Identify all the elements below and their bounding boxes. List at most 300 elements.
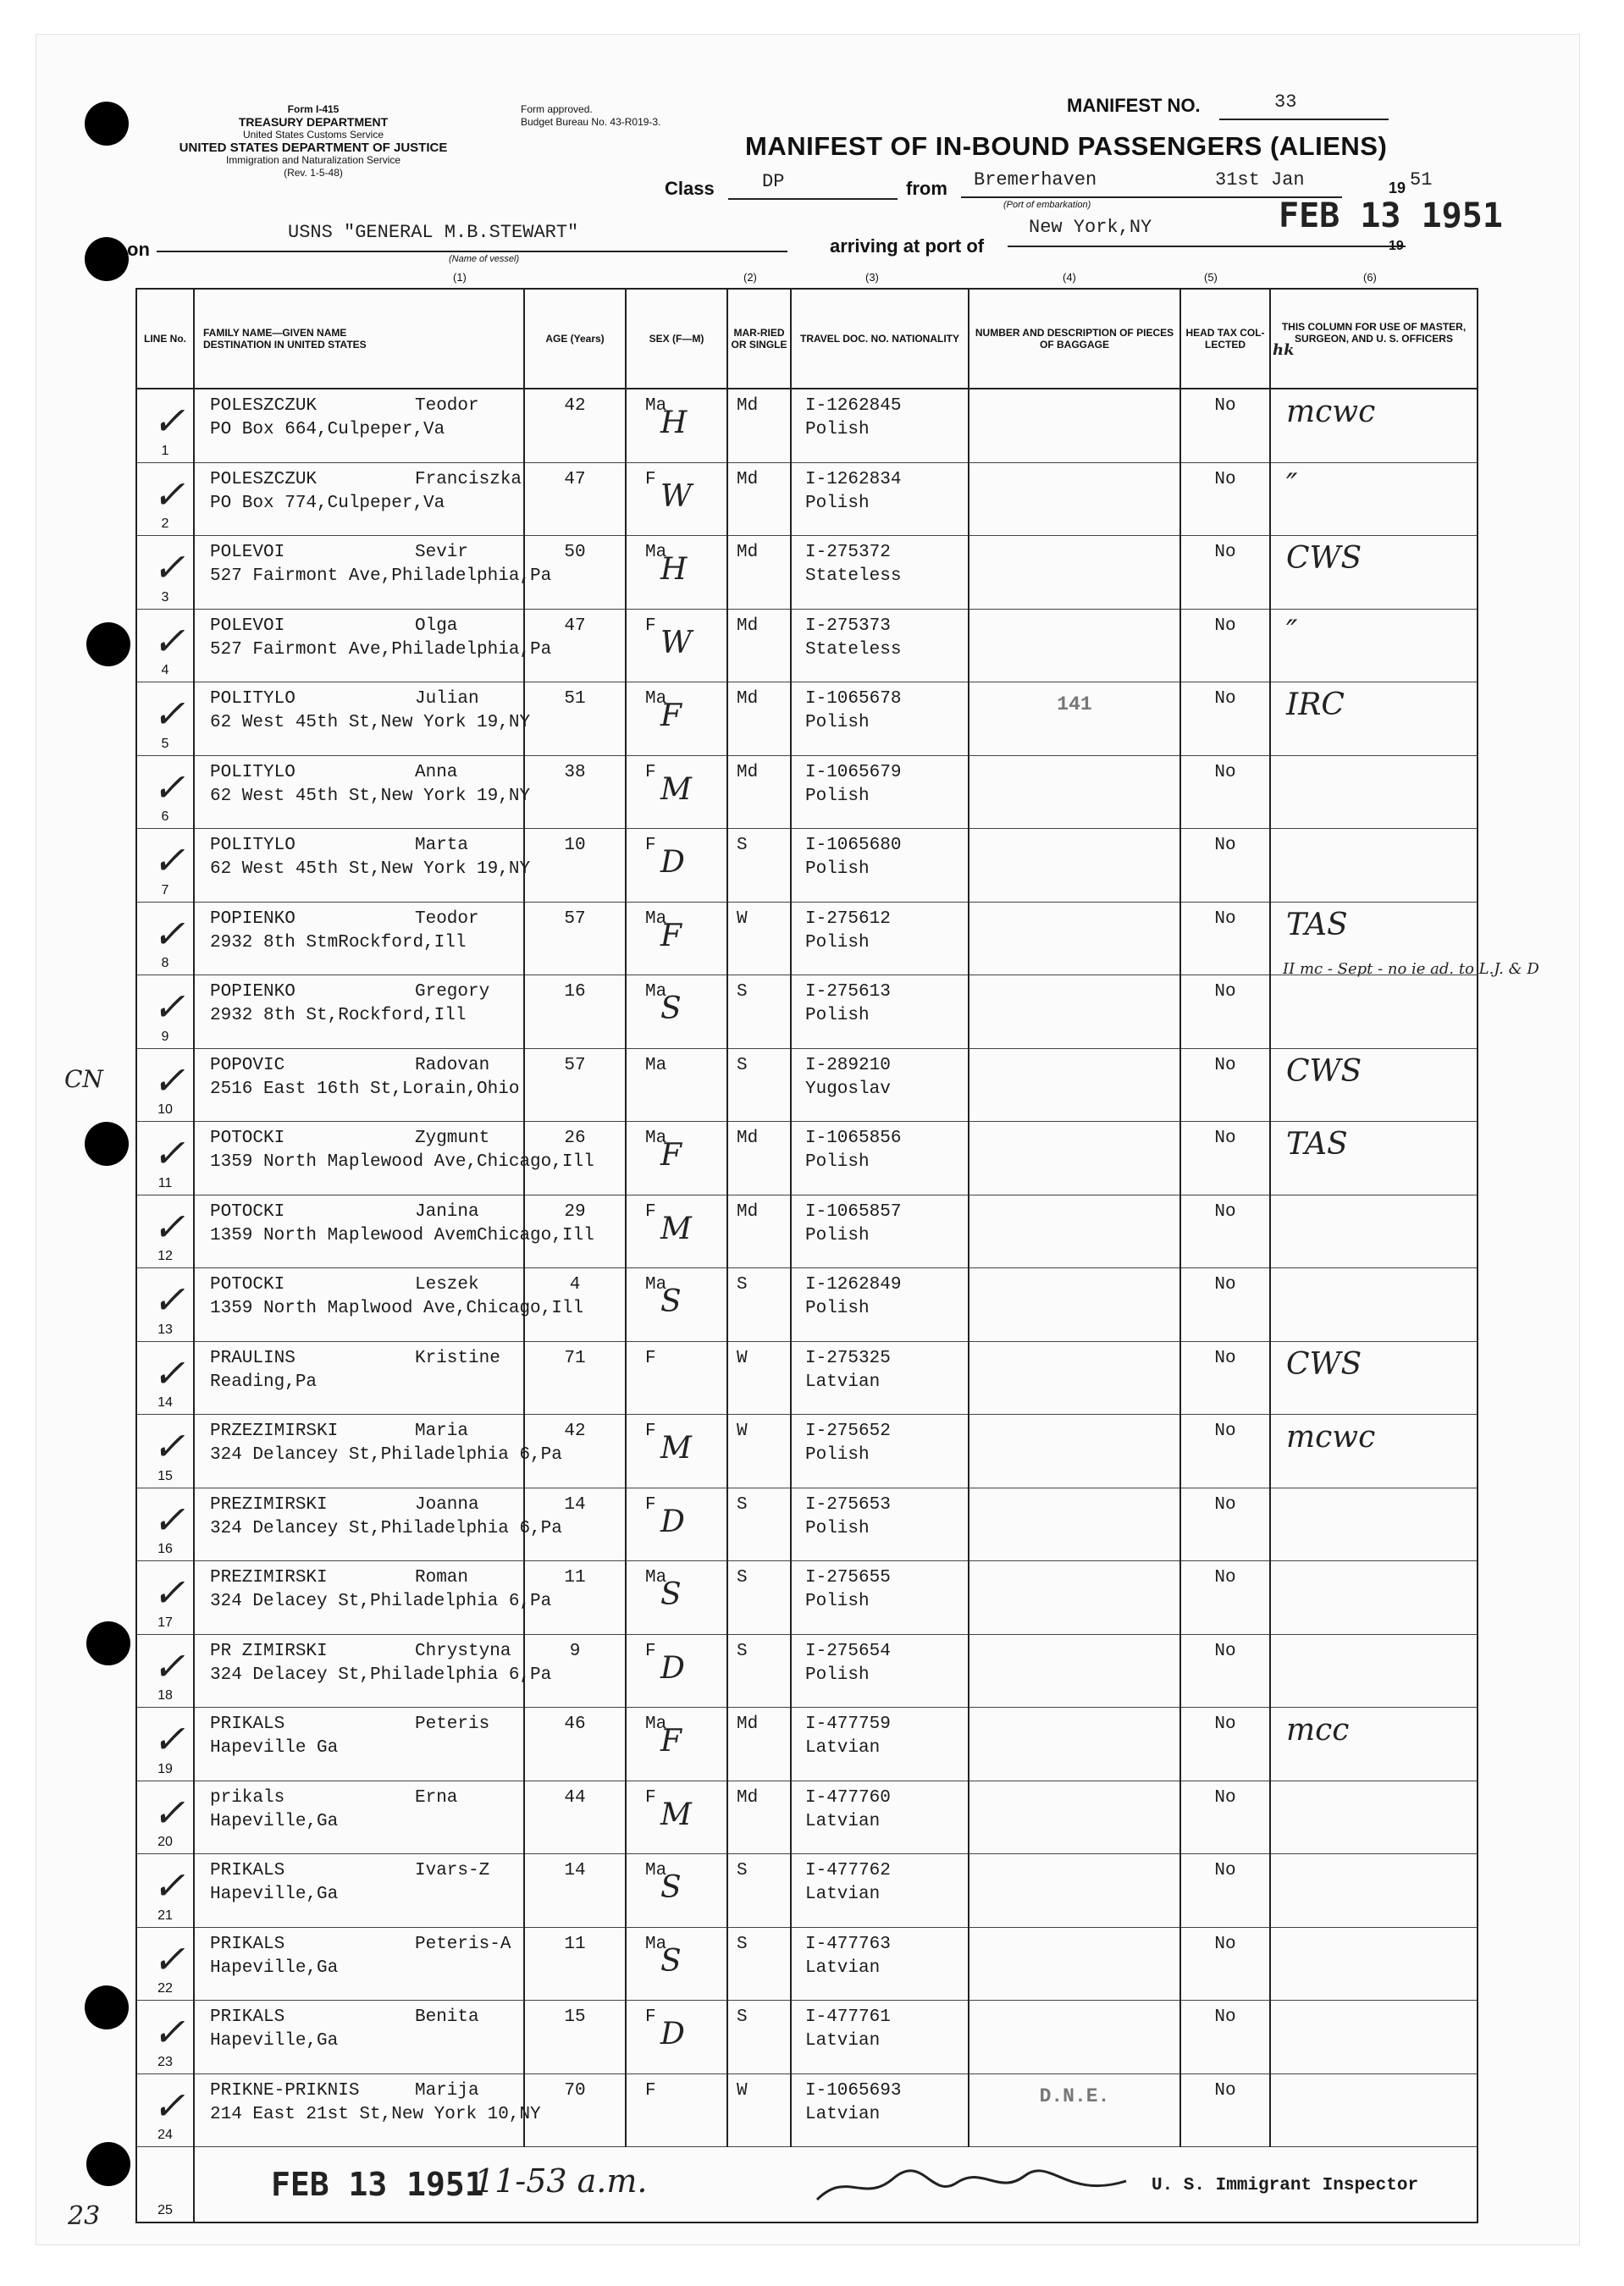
line-number: 18 xyxy=(157,1688,173,1703)
age: 4 xyxy=(569,1275,581,1295)
family-name: POLITYLO xyxy=(210,689,296,709)
table-row xyxy=(136,1708,1478,1781)
table-row xyxy=(136,1488,1478,1561)
approved-text: Form approved. xyxy=(521,103,593,115)
sex: F xyxy=(645,1787,656,1808)
doc-cell xyxy=(791,1341,969,1415)
baggage: D.N.E. xyxy=(1039,2084,1110,2107)
age: 57 xyxy=(564,908,586,929)
married-cell xyxy=(727,1634,791,1708)
checkmark-icon: ✓ xyxy=(152,2009,185,2055)
given-name: Chrystyna xyxy=(415,1641,511,1661)
doc-cell xyxy=(791,1634,969,1708)
relation-mark: H xyxy=(660,406,688,440)
baggage-cell xyxy=(969,1561,1180,1635)
line-cell xyxy=(136,1195,194,1268)
travel-doc-no: I-1262834 xyxy=(805,469,902,489)
sex: Ma xyxy=(645,1934,667,1954)
officers-cell xyxy=(1270,1341,1478,1415)
given-name: Marija xyxy=(415,2080,479,2101)
age: 10 xyxy=(564,836,586,855)
baggage-cell xyxy=(969,1268,1180,1342)
officers-cell xyxy=(1270,755,1478,829)
married-cell xyxy=(727,1122,791,1195)
destination: Hapeville,Ga xyxy=(210,2031,339,2051)
officer-note: TAS xyxy=(1286,1127,1348,1162)
sex-cell xyxy=(626,389,727,462)
officers-cell xyxy=(1270,1415,1478,1488)
sex-cell xyxy=(626,1854,727,1928)
checkmark-icon: ✓ xyxy=(152,1130,185,1176)
doc-cell xyxy=(791,1781,969,1854)
destination: 1359 North Maplwood Ave,Chicago,Ill xyxy=(210,1299,584,1318)
sex-cell xyxy=(626,1122,727,1195)
officer-note: mcwc xyxy=(1286,1420,1376,1455)
marital-status: S xyxy=(737,1568,748,1588)
given-name: Teodor xyxy=(415,396,479,416)
family-name: POLEVOI xyxy=(210,616,285,636)
baggage-cell xyxy=(969,1708,1180,1781)
officers-header-text: THIS COLUMN FOR USE OF MASTER, SURGEON, AND U. S. OFFICERS xyxy=(1281,321,1467,345)
sex-cell xyxy=(626,829,727,903)
margin-note-row9: II mc - Sept - no ie ad. to L.J. & D xyxy=(1283,960,1539,978)
married-cell xyxy=(727,536,791,610)
name-cell xyxy=(194,975,524,1049)
travel-doc-no: I-1065857 xyxy=(805,1201,902,1222)
age-cell xyxy=(524,536,626,610)
age: 51 xyxy=(564,689,586,709)
sex-cell xyxy=(626,1268,727,1342)
baggage xyxy=(969,1415,1179,1425)
married-cell xyxy=(727,829,791,903)
checkmark-icon: ✓ xyxy=(152,1789,185,1836)
travel-doc-no: I-275655 xyxy=(805,1568,891,1588)
name-cell xyxy=(194,1415,562,1488)
baggage-cell xyxy=(969,1634,1180,1708)
table-row xyxy=(136,1268,1478,1342)
line-number: 20 xyxy=(157,1835,173,1849)
sex: Ma xyxy=(645,1568,667,1588)
baggage-cell xyxy=(969,1781,1180,1854)
travel-doc-no: I-275654 xyxy=(805,1641,891,1661)
age-cell xyxy=(524,1854,626,1928)
given-name: Ivars-Z xyxy=(415,1861,490,1880)
travel-doc-no: I-275612 xyxy=(805,908,891,929)
punch-hole xyxy=(85,237,129,281)
headtax-cell xyxy=(1180,1048,1270,1122)
relation-mark: S xyxy=(660,1943,682,1979)
col-num-3: (3) xyxy=(865,271,879,284)
sex-cell xyxy=(626,2073,727,2147)
footer-time: 11-53 a.m. xyxy=(474,2162,648,2200)
head-tax: No xyxy=(1214,982,1236,1002)
baggage-cell xyxy=(969,609,1180,682)
given-name: Franciszka xyxy=(415,469,522,489)
age: 14 xyxy=(564,1861,586,1880)
col-num-1: (1) xyxy=(453,271,467,284)
doc-cell xyxy=(791,462,969,536)
footer-cell xyxy=(194,2147,1478,2223)
line-cell xyxy=(136,1341,194,1415)
travel-doc-no: I-275653 xyxy=(805,1494,891,1515)
line-cell xyxy=(136,755,194,829)
family-name: PREZIMIRSKI xyxy=(210,1568,328,1588)
sex-cell xyxy=(626,682,727,756)
line-cell xyxy=(136,902,194,975)
manifest-no-rule xyxy=(1219,119,1389,120)
sex: F xyxy=(645,836,656,855)
family-name: POTOCKI xyxy=(210,1275,285,1295)
officers-cell xyxy=(1270,1195,1478,1268)
sex: Ma xyxy=(645,1275,667,1295)
age-cell xyxy=(524,1048,626,1122)
baggage-cell xyxy=(969,1415,1180,1488)
headtax-cell xyxy=(1180,975,1270,1049)
given-name: Benita xyxy=(415,2007,479,2027)
officer-note: IRC xyxy=(1286,687,1345,722)
checkmark-icon: ✓ xyxy=(152,837,185,883)
relation-mark: S xyxy=(660,991,682,1026)
table-row xyxy=(136,755,1478,829)
doc-cell xyxy=(791,1488,969,1561)
name-cell xyxy=(194,829,531,903)
sex: Ma xyxy=(645,689,667,709)
nationality: Polish xyxy=(805,1299,870,1318)
given-name: Anna xyxy=(415,762,458,782)
officer-note xyxy=(1271,829,1477,834)
head-tax: No xyxy=(1214,1129,1236,1148)
from-value: Bremerhaven xyxy=(974,169,1097,190)
married-cell xyxy=(727,389,791,462)
head-tax: No xyxy=(1214,1641,1236,1661)
footer-row xyxy=(136,2147,1478,2223)
headtax-cell xyxy=(1180,902,1270,975)
doc-cell xyxy=(791,1927,969,2001)
headtax-cell xyxy=(1180,1195,1270,1268)
name-cell xyxy=(194,1488,562,1561)
arriving-rule xyxy=(1008,246,1406,247)
col-headtax: HEAD TAX COL-LECTED xyxy=(1180,289,1270,389)
line-number: 14 xyxy=(157,1395,173,1410)
marital-status: S xyxy=(737,836,748,855)
officer-note: ″ xyxy=(1286,614,1298,649)
on-label: on xyxy=(127,239,150,260)
nationality: Latvian xyxy=(805,1372,881,1392)
officer-note xyxy=(1271,1781,1477,1786)
table-row xyxy=(136,462,1478,536)
punch-hole xyxy=(86,1621,130,1665)
sex: Ma xyxy=(645,1861,667,1880)
checkmark-icon: ✓ xyxy=(152,544,185,590)
baggage-cell xyxy=(969,1927,1180,2001)
punch-hole xyxy=(85,102,129,146)
col-age: AGE (Years) xyxy=(524,289,626,389)
marital-status: Md xyxy=(737,1787,759,1808)
marital-status: W xyxy=(737,908,748,929)
nationality: Polish xyxy=(805,1665,870,1685)
baggage xyxy=(969,1781,1179,1792)
given-name: Roman xyxy=(415,1568,469,1588)
baggage-cell xyxy=(969,1854,1180,1928)
head-tax: No xyxy=(1214,2007,1236,2027)
relation-mark: S xyxy=(660,1284,682,1319)
sex-cell xyxy=(626,975,727,1049)
name-cell xyxy=(194,609,552,682)
line-number: 2 xyxy=(161,516,169,531)
baggage xyxy=(969,1122,1179,1132)
travel-doc-no: I-275613 xyxy=(805,982,891,1002)
given-name: Peteris-A xyxy=(415,1934,511,1954)
port-embarkation-caption: (Port of embarkation) xyxy=(1003,200,1091,210)
table-row xyxy=(136,1927,1478,2001)
officers-cell xyxy=(1270,1781,1478,1854)
baggage xyxy=(969,756,1179,766)
baggage xyxy=(969,463,1179,473)
baggage-cell xyxy=(969,1048,1180,1122)
nationality: Latvian xyxy=(805,2031,881,2051)
checkmark-icon: ✓ xyxy=(152,2082,185,2129)
line-number: 22 xyxy=(157,1981,173,1996)
head-tax: No xyxy=(1214,1275,1236,1295)
relation-mark: M xyxy=(660,1431,692,1466)
given-name: Joanna xyxy=(415,1494,479,1515)
age: 11 xyxy=(564,1568,586,1588)
nationality: Polish xyxy=(805,1225,870,1245)
doc-cell xyxy=(791,1195,969,1268)
relation-mark: M xyxy=(660,1211,692,1246)
line-cell xyxy=(136,1561,194,1635)
headtax-cell xyxy=(1180,2073,1270,2147)
year-value: 51 xyxy=(1410,169,1433,190)
baggage: 141 xyxy=(1057,693,1092,715)
col-num-2: (2) xyxy=(743,271,757,284)
head-tax: No xyxy=(1214,1934,1236,1954)
signature-scribble xyxy=(813,2166,1135,2208)
relation-mark: M xyxy=(660,771,692,807)
baggage xyxy=(969,1342,1179,1352)
class-value: DP xyxy=(762,171,785,192)
relation-mark: S xyxy=(660,1870,682,1905)
form-number: Form I-415 xyxy=(287,103,340,115)
line-cell xyxy=(136,1048,194,1122)
age: 47 xyxy=(564,616,586,636)
sex: Ma xyxy=(645,1129,667,1148)
age-cell xyxy=(524,462,626,536)
officer-note xyxy=(1271,2074,1477,2079)
checkmark-icon: ✓ xyxy=(152,764,185,810)
headtax-cell xyxy=(1180,1854,1270,1928)
travel-doc-no: I-477761 xyxy=(805,2007,891,2027)
doc-cell xyxy=(791,536,969,610)
marital-status: Md xyxy=(737,396,759,416)
sex: Ma xyxy=(645,908,667,929)
sex: F xyxy=(645,1201,656,1222)
arrival-date-stamp: FEB 13 1951 xyxy=(1279,196,1503,235)
table-row xyxy=(136,1854,1478,1928)
sex: F xyxy=(645,1422,656,1441)
doc-cell xyxy=(791,609,969,682)
checkmark-icon: ✓ xyxy=(152,1203,185,1250)
baggage-cell xyxy=(969,389,1180,462)
travel-doc-no: I-1262845 xyxy=(805,396,902,416)
checkmark-icon: ✓ xyxy=(152,1057,185,1103)
destination: PO Box 664,Culpeper,Va xyxy=(210,420,445,439)
officer-note xyxy=(1271,2001,1477,2006)
name-cell xyxy=(194,1561,552,1635)
line-number: 13 xyxy=(157,1322,173,1337)
vessel-name: USNS "GENERAL M.B.STEWART" xyxy=(288,222,579,243)
married-cell xyxy=(727,1781,791,1854)
relation-mark: D xyxy=(660,845,685,880)
line-cell xyxy=(136,1708,194,1781)
married-cell xyxy=(727,1927,791,2001)
age: 14 xyxy=(564,1494,586,1515)
class-label: Class xyxy=(665,178,715,199)
nationality: Latvian xyxy=(805,1738,881,1758)
nationality: Polish xyxy=(805,420,870,439)
given-name: Leszek xyxy=(415,1275,479,1295)
family-name: PREZIMIRSKI xyxy=(210,1494,328,1515)
married-cell xyxy=(727,1708,791,1781)
age-cell xyxy=(524,1781,626,1854)
doc-cell xyxy=(791,2073,969,2147)
table-row xyxy=(136,2073,1478,2147)
table-row xyxy=(136,1561,1478,1635)
col-baggage: NUMBER AND DESCRIPTION OF PIECES OF BAGGAGE xyxy=(969,289,1180,389)
marital-status: S xyxy=(737,1934,748,1954)
age-cell xyxy=(524,1927,626,2001)
married-cell xyxy=(727,755,791,829)
travel-doc-no: I-289210 xyxy=(805,1055,891,1075)
sex: F xyxy=(645,616,656,636)
destination: Hapeville,Ga xyxy=(210,1957,339,1978)
year-prefix: 19 xyxy=(1389,179,1406,196)
given-name: Sevir xyxy=(415,543,469,562)
family-name: POLITYLO xyxy=(210,762,296,782)
age-cell xyxy=(524,1488,626,1561)
officers-cell xyxy=(1270,1048,1478,1122)
married-cell xyxy=(727,1854,791,1928)
destination: 527 Fairmont Ave,Philadelphia,Pa xyxy=(210,566,552,586)
family-name: POLESZCZUK xyxy=(210,469,318,489)
passenger-table xyxy=(135,288,1478,2223)
officers-cell xyxy=(1270,975,1478,1049)
arriving-port: New York,NY xyxy=(1029,217,1152,238)
margin-note-23: 23 xyxy=(68,2201,101,2231)
officers-cell xyxy=(1270,462,1478,536)
checkmark-icon: ✓ xyxy=(152,691,185,737)
headtax-cell xyxy=(1180,1488,1270,1561)
margin-note-cn: CN xyxy=(64,1065,103,1093)
travel-doc-no: I-1065678 xyxy=(805,689,902,709)
line-cell xyxy=(136,1634,194,1708)
head-tax: No xyxy=(1214,1787,1236,1808)
line-number: 3 xyxy=(161,589,169,605)
officer-note: CWS xyxy=(1286,1346,1362,1382)
arrival-year-prefix: 19 xyxy=(1389,239,1404,253)
checkmark-icon: ✓ xyxy=(152,1863,185,1908)
line-number: 9 xyxy=(161,1029,169,1044)
officers-cell xyxy=(1270,1854,1478,1928)
age: 29 xyxy=(564,1201,586,1222)
family-name: PRIKALS xyxy=(210,2007,285,2027)
age-cell xyxy=(524,755,626,829)
age: 50 xyxy=(564,543,586,562)
col-doc: TRAVEL DOC. NO. NATIONALITY xyxy=(791,289,969,389)
name-cell xyxy=(194,902,524,975)
line-number: 4 xyxy=(161,663,169,677)
line-cell xyxy=(136,829,194,903)
checkmark-icon: ✓ xyxy=(152,617,185,664)
given-name: Zygmunt xyxy=(415,1129,490,1148)
age-cell xyxy=(524,902,626,975)
destination: 1359 North Maplewood AvemChicago,Ill xyxy=(210,1225,594,1245)
nationality: Latvian xyxy=(805,2104,881,2124)
nationality: Polish xyxy=(805,493,870,513)
checkmark-icon: ✓ xyxy=(152,1716,185,1762)
headtax-cell xyxy=(1180,755,1270,829)
baggage-cell xyxy=(969,975,1180,1049)
baggage xyxy=(969,389,1179,400)
line-cell xyxy=(136,2073,194,2147)
baggage xyxy=(969,903,1179,913)
table-row xyxy=(136,1781,1478,1854)
family-name: PR ZIMIRSKI xyxy=(210,1641,328,1661)
marital-status: S xyxy=(737,2007,748,2027)
head-tax: No xyxy=(1214,396,1236,416)
relation-mark: W xyxy=(660,625,693,660)
married-cell xyxy=(727,2001,791,2074)
age: 42 xyxy=(564,1422,586,1441)
headtax-cell xyxy=(1180,1415,1270,1488)
checkmark-icon: ✓ xyxy=(152,471,185,517)
destination: 324 Delancey St,Philadelphia 6,Pa xyxy=(210,1518,562,1538)
baggage-cell xyxy=(969,1195,1180,1268)
travel-doc-no: I-1262849 xyxy=(805,1275,902,1295)
destination: 62 West 45th St,New York 19,NY xyxy=(210,713,531,732)
name-cell xyxy=(194,1634,552,1708)
destination: 1359 North Maplewood Ave,Chicago,Ill xyxy=(210,1152,594,1172)
sex-cell xyxy=(626,1488,727,1561)
sex-cell xyxy=(626,755,727,829)
sex: F xyxy=(645,469,656,489)
col-sex: SEX (F—M) xyxy=(626,289,727,389)
officer-note: ″ xyxy=(1286,467,1298,503)
relation-mark: F xyxy=(660,698,682,733)
officers-cell xyxy=(1270,2001,1478,2074)
doc-cell xyxy=(791,755,969,829)
line-number: 7 xyxy=(161,882,169,897)
family-name: PRIKALS xyxy=(210,1861,285,1880)
name-cell xyxy=(194,755,531,829)
head-tax: No xyxy=(1214,762,1236,782)
married-cell xyxy=(727,1195,791,1268)
doc-cell xyxy=(791,1708,969,1781)
line-cell xyxy=(136,682,194,756)
travel-doc-no: I-275373 xyxy=(805,616,891,636)
sex-cell xyxy=(626,1195,727,1268)
married-cell xyxy=(727,682,791,756)
table-row xyxy=(136,975,1478,1049)
baggage-cell xyxy=(969,2001,1180,2074)
baggage-cell xyxy=(969,902,1180,975)
arriving-label: arriving at port of xyxy=(830,235,985,257)
relation-mark: D xyxy=(660,1504,685,1539)
officers-cell xyxy=(1270,829,1478,903)
head-tax: No xyxy=(1214,616,1236,636)
sex-cell xyxy=(626,1927,727,2001)
col-married: MAR-RIED OR SINGLE xyxy=(727,289,791,389)
